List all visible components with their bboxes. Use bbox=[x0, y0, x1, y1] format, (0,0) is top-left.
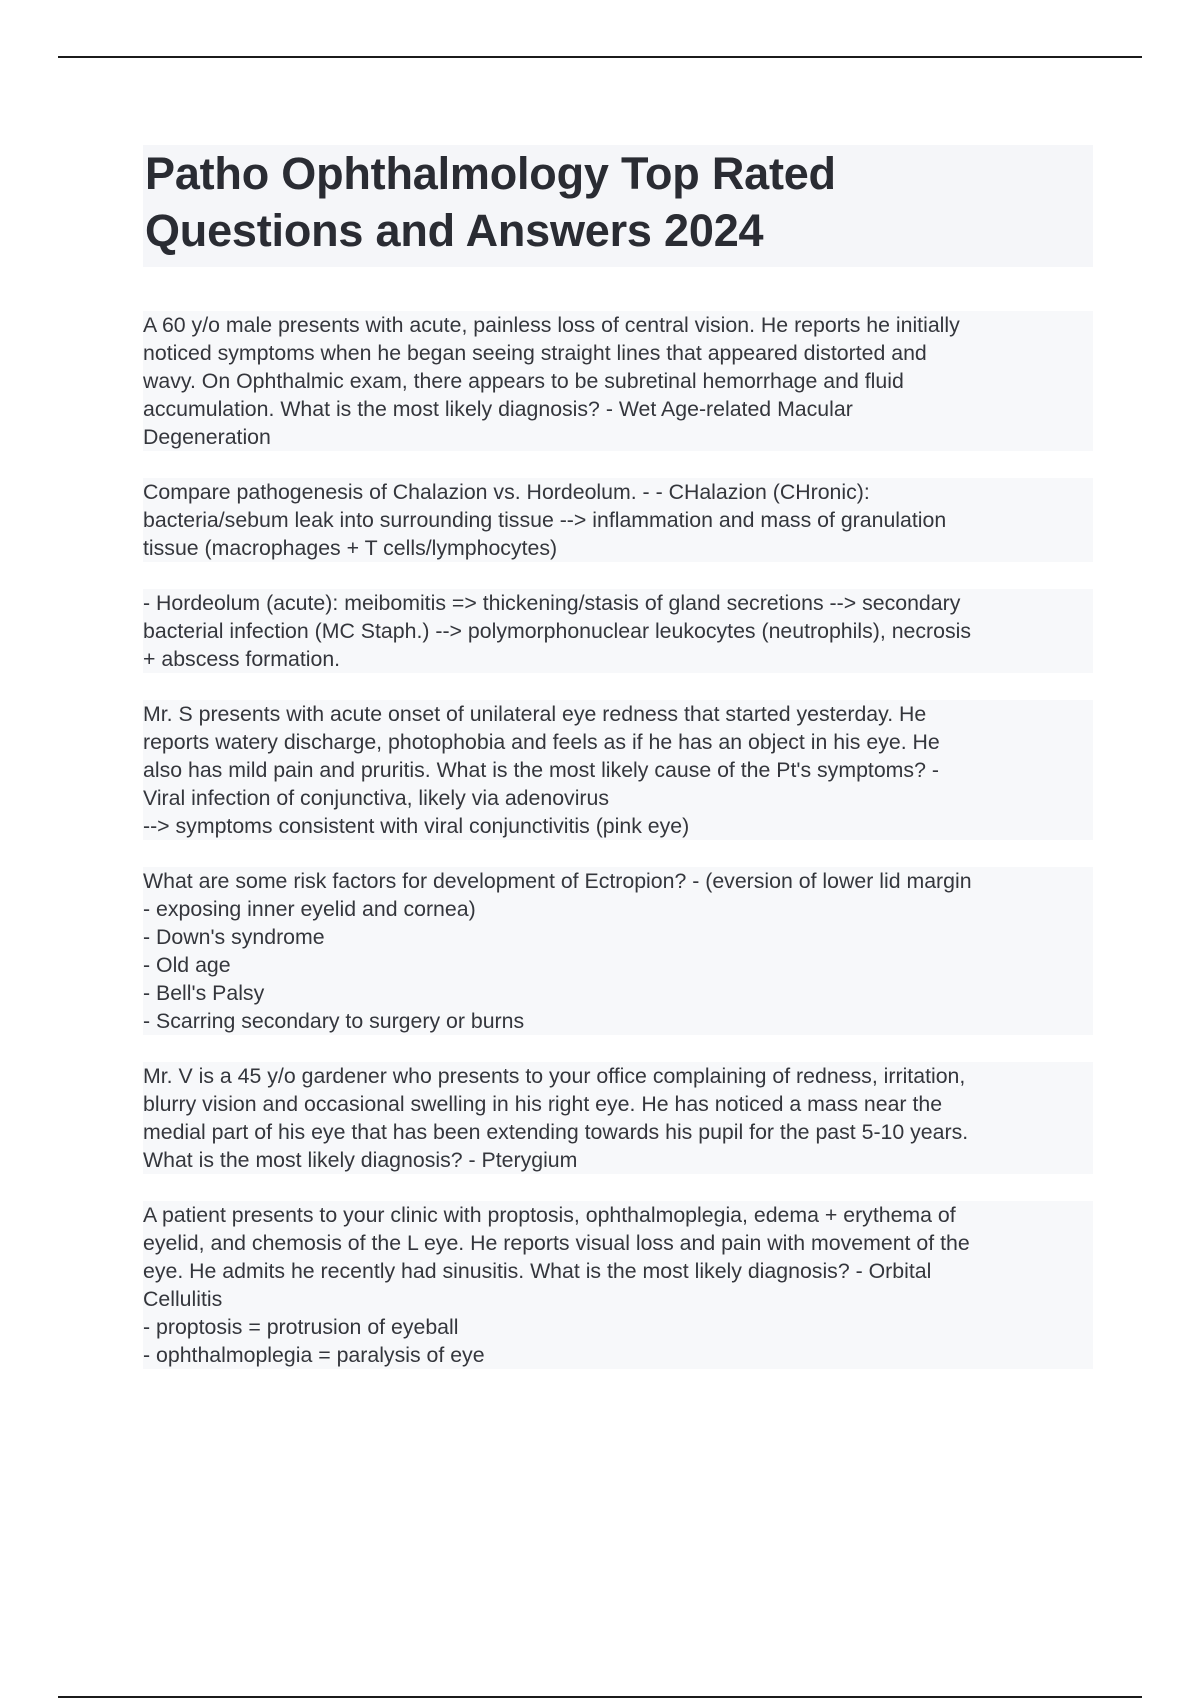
footer-rule bbox=[58, 1696, 1142, 1698]
qa-text: Mr. S presents with acute onset of unilateral eye redness that started yesterday. He reports watery discharge, photophobia and feels as if he has an object in his eye. He also has mild pain and pruritis. What is the most likely cause of the Pt's symptoms? - Viral infection of conjunctiva, likely via adenovirus --> symptoms consistent with viral conjunctivitis (pink eye) bbox=[143, 700, 1093, 840]
qa-text: Mr. V is a 45 y/o gardener who presents to your office complaining of redness, irritation, blurry vision and occasional swelling in his right eye. He has noticed a mass near the medial part of his eye that has been extending towards his pupil for the past 5-10 years. What is the most likely diagnosis? - Pterygium bbox=[143, 1062, 1093, 1174]
document-title: Patho Ophthalmology Top Rated Questions and Answers 2024 bbox=[145, 148, 836, 256]
qa-text: Compare pathogenesis of Chalazion vs. Hordeolum. - - CHalazion (CHronic): bacteria/sebum leak into surrounding tissue --> inflammation and mass of granulation tissue (macrophages + T cells/lymphocytes) bbox=[143, 478, 1093, 562]
qa-text: - Hordeolum (acute): meibomitis => thickening/stasis of gland secretions --> secondary bacterial infection (MC Staph.) --> polymorphonuclear leukocytes (neutrophils), necrosis + abscess formation. bbox=[143, 589, 1093, 673]
qa-entry-2 bbox=[143, 478, 1093, 562]
qa-text: What are some risk factors for development of Ectropion? - (eversion of lower lid margin - exposing inner eyelid and cornea) - Down's syndrome - Old age - Bell's Palsy - Scarring secondary to surgery or burns bbox=[143, 867, 1093, 1035]
qa-entry-5 bbox=[143, 867, 1093, 1035]
qa-text: A patient presents to your clinic with proptosis, ophthalmoplegia, edema + erythema of eyelid, and chemosis of the L eye. He reports visual loss and pain with movement of the eye. He admits he recently had sinusitis. What is the most likely diagnosis? - Orbital Cellulitis - proptosis = protrusion of eyeball - ophthalmoplegia = paralysis of eye bbox=[143, 1201, 1093, 1369]
qa-entry-1 bbox=[143, 311, 1093, 451]
qa-entry-6 bbox=[143, 1062, 1093, 1174]
qa-text: A 60 y/o male presents with acute, painless loss of central vision. He reports he initially noticed symptoms when he began seeing straight lines that appeared distorted and wavy. On Ophthalmic exam, there appears to be subretinal hemorrhage and fluid accumulation. What is the most likely diagnosis? - Wet Age-related Macular Degeneration bbox=[143, 311, 1093, 451]
header-rule bbox=[58, 56, 1142, 58]
qa-entry-4 bbox=[143, 700, 1093, 840]
qa-list bbox=[143, 311, 1093, 1396]
title-block bbox=[143, 145, 1093, 267]
qa-entry-3 bbox=[143, 589, 1093, 673]
qa-entry-7 bbox=[143, 1201, 1093, 1369]
